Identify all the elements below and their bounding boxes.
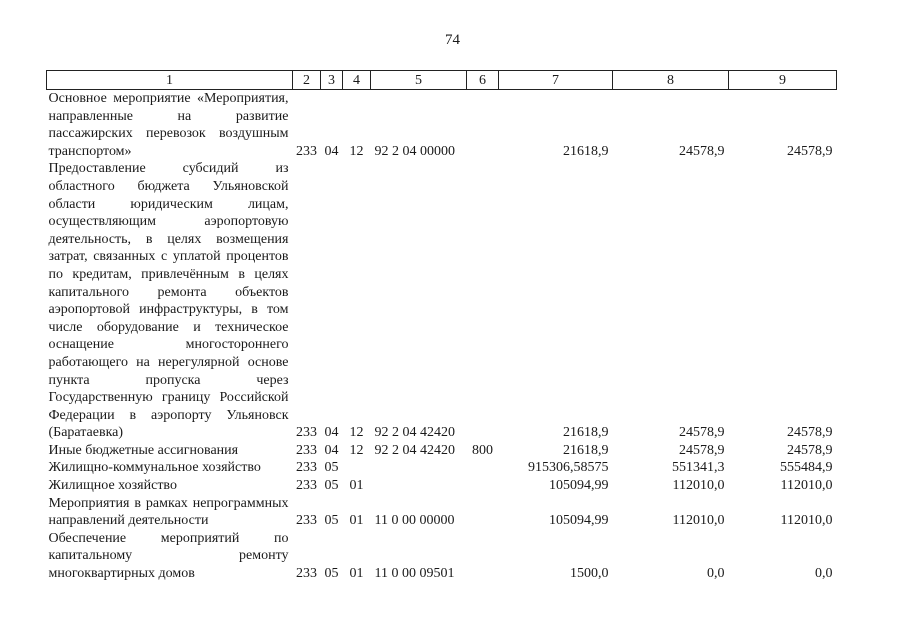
row-name: Предоставление субсидий из областного бюджета Ульяновской области юридическим лицам, осуществляющим аэропортовую деятельность, в целях возмещения затрат, связанных с уплатой процентов по кредитам, привлечённым в целях капитального ремонта объектов аэропортовой инфраструктуры, в том числе оборудование и техническое оснащение многостороннего работающего на нерегулярной основе пункта пропуска через Государственную границу Российской Федерации в аэропорту Ульяновск (Баратаевка) [48, 161, 289, 441]
row-amount-col8: 0,0 [707, 566, 725, 582]
row-ministry-code: 233 [296, 513, 317, 529]
row-subsection-code: 12 [349, 425, 364, 441]
row-target-code: 92 2 04 00000 [374, 143, 455, 159]
row-section-code: 05 [324, 513, 339, 529]
row-ministry-code: 233 [296, 442, 317, 458]
row-amount-col7: 1500,0 [570, 566, 609, 582]
row-name: Мероприятия в рамках непрограммных направлений деятельности [48, 495, 289, 529]
header-col-6: 6 [467, 71, 499, 90]
header-col-3: 3 [321, 71, 343, 90]
row-ministry-code: 233 [296, 566, 317, 582]
row-subsection-code [343, 459, 371, 477]
table-row [47, 495, 837, 530]
row-amount-col8: 24578,9 [679, 143, 725, 159]
header-col-8: 8 [613, 71, 729, 90]
row-target-code [371, 459, 467, 477]
row-amount-col8: 24578,9 [679, 442, 725, 458]
table-row [47, 160, 837, 442]
table-header [47, 71, 837, 90]
row-target-code [371, 477, 467, 495]
row-amount-col7: 21618,9 [563, 442, 609, 458]
row-amount-col7: 21618,9 [563, 143, 609, 159]
row-amount-col9: 24578,9 [787, 425, 833, 441]
row-name: Иные бюджетные ассигнования [48, 442, 239, 458]
row-name: Жилищное хозяйство [48, 478, 177, 494]
row-subsection-code: 01 [349, 566, 364, 582]
row-subsection-code: 12 [349, 442, 364, 458]
row-amount-col7: 105094,99 [549, 478, 609, 494]
row-amount-col9: 112010,0 [780, 478, 833, 494]
row-name: Обеспечение мероприятий по капитальному ремонту многоквартирных домов [48, 530, 289, 582]
row-section-code: 04 [324, 425, 339, 441]
row-amount-col8: 112010,0 [672, 478, 725, 494]
header-col-4: 4 [343, 71, 371, 90]
row-amount-col8: 551341,3 [672, 460, 725, 476]
row-amount-col7: 105094,99 [549, 513, 609, 529]
table-row [47, 459, 837, 477]
page-number: 74 [445, 32, 460, 48]
row-expense-type: 800 [472, 442, 493, 458]
table-row [47, 90, 837, 161]
row-section-code: 05 [324, 566, 339, 582]
row-target-code: 11 0 00 00000 [374, 513, 455, 529]
row-ministry-code: 233 [296, 425, 317, 441]
row-ministry-code: 233 [296, 460, 317, 476]
header-col-1: 1 [47, 71, 293, 90]
row-name: Основное мероприятие «Мероприятия, направленные на развитие пассажирских перевозок воздушным транспортом» [48, 91, 289, 159]
row-amount-col9: 0,0 [815, 566, 833, 582]
header-col-9: 9 [729, 71, 837, 90]
row-expense-type [467, 477, 499, 495]
header-col-2: 2 [293, 71, 321, 90]
row-section-code: 05 [324, 460, 339, 476]
row-expense-type [467, 160, 499, 442]
row-subsection-code: 01 [349, 513, 364, 529]
row-target-code: 92 2 04 42420 [374, 442, 455, 458]
row-amount-col7: 21618,9 [563, 425, 609, 441]
row-amount-col8: 112010,0 [672, 513, 725, 529]
budget-table [46, 70, 837, 583]
row-section-code: 05 [324, 478, 339, 494]
row-amount-col9: 112010,0 [780, 513, 833, 529]
row-name: Жилищно-коммунальное хозяйство [48, 460, 261, 476]
row-section-code: 04 [324, 143, 339, 159]
header-col-7: 7 [499, 71, 613, 90]
row-amount-col9: 555484,9 [780, 460, 833, 476]
table-row [47, 442, 837, 460]
row-expense-type [467, 90, 499, 161]
row-amount-col8: 24578,9 [679, 425, 725, 441]
row-target-code: 11 0 00 09501 [374, 566, 455, 582]
row-ministry-code: 233 [296, 478, 317, 494]
row-expense-type [467, 495, 499, 530]
row-amount-col9: 24578,9 [787, 442, 833, 458]
header-col-5: 5 [371, 71, 467, 90]
row-ministry-code: 233 [296, 143, 317, 159]
row-expense-type [467, 530, 499, 583]
row-target-code: 92 2 04 42420 [374, 425, 455, 441]
table-row [47, 530, 837, 583]
row-expense-type [467, 459, 499, 477]
header-row [47, 71, 837, 90]
row-subsection-code: 12 [349, 143, 364, 159]
table-row [47, 477, 837, 495]
row-amount-col9: 24578,9 [787, 143, 833, 159]
row-subsection-code: 01 [349, 478, 364, 494]
row-amount-col7: 915306,58575 [528, 460, 609, 476]
table-body [47, 90, 837, 583]
row-section-code: 04 [324, 442, 339, 458]
